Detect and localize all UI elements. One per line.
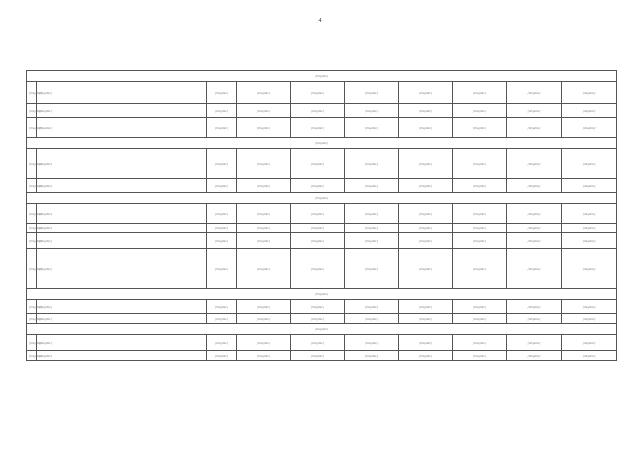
year-target-value: [illegible] [453,224,507,233]
unit-code: [illegible] [207,300,237,314]
unit-code: [illegible] [207,233,237,249]
year-target-value: [illegible] [237,233,291,249]
indicator-description: [illegible] [37,224,207,233]
row-index: [illegible] [27,249,37,289]
page-number: 4 [318,18,322,24]
indicator-description: [illegible] [37,104,207,118]
indicator-description: [illegible] [37,82,207,104]
indicator-row [27,118,617,138]
indicator-description: [illegible] [37,351,207,361]
indicator-row [27,204,617,224]
year-target-value: [illegible] [507,118,562,138]
section-banner-row [27,289,617,300]
year-target-value: [illegible] [291,149,345,179]
year-target-value: [illegible] [562,300,617,314]
year-target-value: [illegible] [291,351,345,361]
indicator-description: [illegible] [37,314,207,324]
year-target-value: [illegible] [399,300,453,314]
indicator-description: [illegible] [37,204,207,224]
year-target-value: [illegible] [291,224,345,233]
section-banner-text: [illegible] [27,324,617,335]
unit-code: [illegible] [207,149,237,179]
indicator-table-sheet [26,70,616,361]
year-target-value: [illegible] [562,179,617,193]
section-banner-text: [illegible] [27,71,617,82]
indicator-row [27,249,617,289]
year-target-value: [illegible] [562,249,617,289]
year-target-value: [illegible] [345,179,399,193]
unit-code: [illegible] [207,118,237,138]
year-target-value: [illegible] [237,249,291,289]
year-target-value: [illegible] [399,233,453,249]
year-target-value: [illegible] [562,314,617,324]
year-target-value: [illegible] [562,104,617,118]
year-target-value: [illegible] [345,233,399,249]
indicator-row [27,351,617,361]
year-target-value: [illegible] [291,233,345,249]
year-target-value: [illegible] [291,300,345,314]
indicator-row [27,179,617,193]
year-target-value: [illegible] [237,351,291,361]
year-target-value: [illegible] [345,300,399,314]
row-index: [illegible] [27,104,37,118]
year-target-value: [illegible] [507,149,562,179]
year-target-value: [illegible] [453,314,507,324]
year-target-value: [illegible] [453,82,507,104]
year-target-value: [illegible] [345,224,399,233]
indicator-description: [illegible] [37,149,207,179]
year-target-value: [illegible] [237,314,291,324]
unit-code: [illegible] [207,179,237,193]
indicator-row [27,104,617,118]
year-target-value: [illegible] [507,82,562,104]
indicator-description: [illegible] [37,179,207,193]
year-target-value: [illegible] [345,314,399,324]
section-banner-text: [illegible] [27,289,617,300]
year-target-value: [illegible] [399,224,453,233]
year-target-value: [illegible] [237,300,291,314]
unit-code: [illegible] [207,335,237,351]
year-target-value: [illegible] [237,204,291,224]
section-banner-row [27,193,617,204]
year-target-value: [illegible] [345,249,399,289]
indicator-description: [illegible] [37,300,207,314]
indicator-description: [illegible] [37,335,207,351]
year-target-value: [illegible] [453,335,507,351]
year-target-value: [illegible] [345,104,399,118]
year-target-value: [illegible] [237,149,291,179]
year-target-value: [illegible] [507,249,562,289]
row-index: [illegible] [27,82,37,104]
year-target-value: [illegible] [399,335,453,351]
year-target-value: [illegible] [453,351,507,361]
row-index: [illegible] [27,335,37,351]
year-target-value: [illegible] [291,82,345,104]
year-target-value: [illegible] [562,149,617,179]
year-target-value: [illegible] [453,118,507,138]
year-target-value: [illegible] [562,82,617,104]
year-target-value: [illegible] [453,149,507,179]
unit-code: [illegible] [207,104,237,118]
year-target-value: [illegible] [453,104,507,118]
year-target-value: [illegible] [562,204,617,224]
year-target-value: [illegible] [237,335,291,351]
section-banner-row [27,71,617,82]
row-index: [illegible] [27,314,37,324]
year-target-value: [illegible] [345,149,399,179]
year-target-value: [illegible] [507,351,562,361]
year-target-value: [illegible] [237,179,291,193]
row-index: [illegible] [27,149,37,179]
year-target-value: [illegible] [562,351,617,361]
year-target-value: [illegible] [237,82,291,104]
row-index: [illegible] [27,351,37,361]
year-target-value: [illegible] [291,249,345,289]
year-target-value: [illegible] [291,314,345,324]
year-target-value: [illegible] [507,233,562,249]
unit-code: [illegible] [207,314,237,324]
section-banner-row [27,324,617,335]
year-target-value: [illegible] [345,118,399,138]
year-target-value: [illegible] [507,300,562,314]
year-target-value: [illegible] [453,300,507,314]
indicator-row [27,82,617,104]
indicator-row [27,149,617,179]
unit-code: [illegible] [207,351,237,361]
year-target-value: [illegible] [399,314,453,324]
year-target-value: [illegible] [399,118,453,138]
year-target-value: [illegible] [507,104,562,118]
section-banner-text: [illegible] [27,138,617,149]
unit-code: [illegible] [207,249,237,289]
year-target-value: [illegible] [562,224,617,233]
year-target-value: [illegible] [291,204,345,224]
unit-code: [illegible] [207,204,237,224]
section-banner-row [27,138,617,149]
row-index: [illegible] [27,118,37,138]
year-target-value: [illegible] [562,233,617,249]
row-index: [illegible] [27,233,37,249]
year-target-value: [illegible] [291,335,345,351]
year-target-value: [illegible] [562,335,617,351]
year-target-value: [illegible] [237,118,291,138]
year-target-value: [illegible] [399,179,453,193]
row-index: [illegible] [27,300,37,314]
row-index: [illegible] [27,224,37,233]
year-target-value: [illegible] [507,335,562,351]
section-banner-text: [illegible] [27,193,617,204]
year-target-value: [illegible] [237,104,291,118]
year-target-value: [illegible] [345,204,399,224]
year-target-value: [illegible] [453,233,507,249]
indicator-description: [illegible] [37,233,207,249]
year-target-value: [illegible] [507,204,562,224]
year-target-value: [illegible] [453,204,507,224]
row-index: [illegible] [27,204,37,224]
year-target-value: [illegible] [399,104,453,118]
year-target-value: [illegible] [345,335,399,351]
indicator-description: [illegible] [37,118,207,138]
year-target-value: [illegible] [507,224,562,233]
indicator-row [27,300,617,314]
year-target-value: [illegible] [399,351,453,361]
indicator-row [27,335,617,351]
year-target-value: [illegible] [399,149,453,179]
indicator-description: [illegible] [37,249,207,289]
year-target-value: [illegible] [507,179,562,193]
indicator-row [27,224,617,233]
year-target-value: [illegible] [453,249,507,289]
year-target-value: [illegible] [291,118,345,138]
year-target-value: [illegible] [237,224,291,233]
year-target-value: [illegible] [453,179,507,193]
year-target-value: [illegible] [507,314,562,324]
year-target-value: [illegible] [291,179,345,193]
year-target-value: [illegible] [399,82,453,104]
row-index: [illegible] [27,179,37,193]
year-target-value: [illegible] [345,351,399,361]
year-target-value: [illegible] [399,204,453,224]
unit-code: [illegible] [207,224,237,233]
year-target-value: [illegible] [345,82,399,104]
year-target-value: [illegible] [291,104,345,118]
year-target-value: [illegible] [399,249,453,289]
unit-code: [illegible] [207,82,237,104]
indicator-row [27,314,617,324]
year-target-value: [illegible] [562,118,617,138]
indicator-table-body [27,71,617,361]
indicator-row [27,233,617,249]
indicator-table [26,70,617,361]
